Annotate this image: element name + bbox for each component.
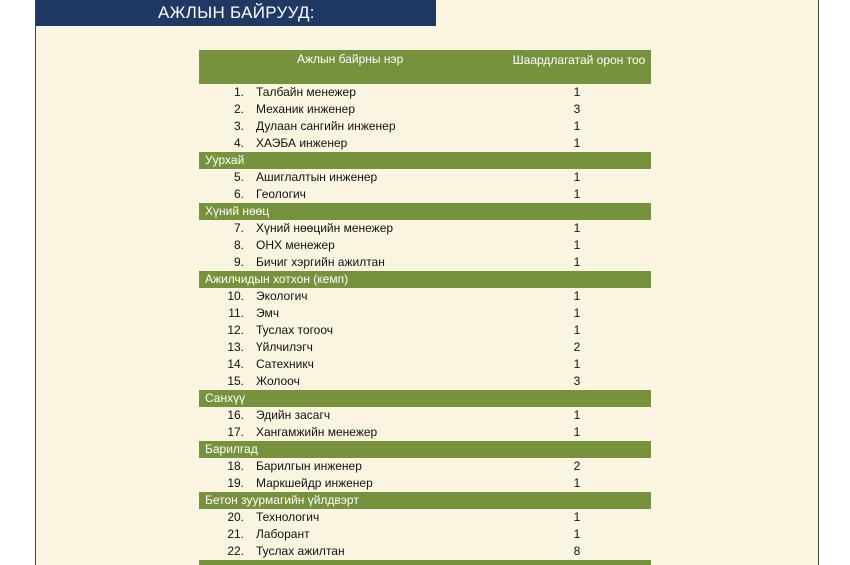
- row-number: 20.: [227, 510, 244, 524]
- required-count: 2: [573, 340, 581, 354]
- position-name: Хангамжийн менежер: [256, 425, 378, 439]
- section-header: Барилгад: [199, 441, 651, 458]
- required-count: 2: [573, 459, 581, 473]
- table-row: [199, 305, 651, 322]
- position-name: ХАЭБА инженер: [256, 136, 348, 150]
- table-row: [199, 407, 651, 424]
- required-count: 1: [573, 85, 581, 99]
- section-header: Санхүү: [199, 390, 651, 407]
- table-row: [199, 322, 651, 339]
- required-count: 1: [573, 527, 581, 541]
- position-name: Геологич: [256, 187, 306, 201]
- table-row: [199, 424, 651, 441]
- table-row: [199, 186, 651, 203]
- required-count: 1: [573, 170, 581, 184]
- position-name: Эдийн засагч: [256, 408, 331, 422]
- row-number: 18.: [227, 459, 244, 473]
- table-row: [199, 373, 651, 390]
- header-count: Шаардлагатай орон тоо: [512, 53, 646, 67]
- required-count: 1: [573, 408, 581, 422]
- position-name: Талбайн менежер: [256, 85, 356, 99]
- table-header: [199, 50, 651, 84]
- section-header: Бетон зуурмагийн үйлдвэрт: [199, 492, 651, 509]
- required-count: 1: [573, 255, 581, 269]
- position-name: Технологич: [256, 510, 320, 524]
- section-header: Уурхай: [199, 152, 651, 169]
- position-name: Ашиглалтын инженер: [256, 170, 378, 184]
- section-header: Хүний нөөц: [199, 203, 651, 220]
- required-count: 1: [573, 238, 581, 252]
- jobs-table: [199, 50, 651, 565]
- table-row: [199, 475, 651, 492]
- required-count: 1: [573, 425, 581, 439]
- required-count: 1: [573, 136, 581, 150]
- row-number: 21.: [227, 527, 244, 541]
- required-count: 8: [573, 544, 581, 558]
- row-number: 11.: [228, 306, 244, 320]
- position-name: Дулаан сангийн инженер: [256, 119, 396, 133]
- position-name: Туслах ажилтан: [256, 544, 345, 558]
- document-page: [35, 0, 819, 565]
- required-count: 1: [573, 187, 581, 201]
- table-row: [199, 118, 651, 135]
- row-number: 3.: [233, 119, 244, 133]
- required-count: 1: [573, 510, 581, 524]
- table-row: [199, 135, 651, 152]
- header-position: Ажлын байрны нэр: [297, 52, 404, 66]
- row-number: 10.: [227, 289, 244, 303]
- position-name: ОНХ менежер: [256, 238, 335, 252]
- table-row: [199, 356, 651, 373]
- table-row: [199, 339, 651, 356]
- title-banner: [36, 0, 436, 26]
- row-number: 15.: [227, 374, 244, 388]
- position-name: Үйлчилэгч: [256, 340, 313, 354]
- row-number: 6.: [233, 187, 244, 201]
- position-name: Маркшейдр инженер: [256, 476, 373, 490]
- table-row: [199, 543, 651, 560]
- position-name: Жолооч: [256, 374, 300, 388]
- row-number: 14.: [227, 357, 244, 371]
- row-number: 16.: [227, 408, 244, 422]
- row-number: 22.: [227, 544, 244, 558]
- position-name: Эмч: [256, 306, 279, 320]
- table-row: [199, 254, 651, 271]
- table-row: [199, 458, 651, 475]
- row-number: 17.: [227, 425, 244, 439]
- row-number: 13.: [227, 340, 244, 354]
- required-count: 1: [573, 357, 581, 371]
- position-name: Экологич: [256, 289, 308, 303]
- row-number: 9.: [233, 255, 244, 269]
- row-number: 19.: [227, 476, 244, 490]
- row-number: 4.: [233, 136, 244, 150]
- row-number: 1.: [233, 85, 244, 99]
- table-row: [199, 237, 651, 254]
- row-number: 7.: [233, 221, 244, 235]
- position-name: Туслах тогооч: [256, 323, 334, 337]
- required-count: 3: [573, 374, 581, 388]
- required-count: 1: [573, 119, 581, 133]
- position-name: Барилгын инженер: [256, 459, 362, 473]
- page-title: АЖЛЫН БАЙРУУД:: [158, 3, 315, 22]
- row-number: 5.: [233, 170, 244, 184]
- position-name: Хүний нөөцийн менежер: [256, 221, 394, 235]
- table-row: [199, 84, 651, 101]
- section-header: Ажилчидын хотхон (кемп): [199, 271, 651, 288]
- position-name: Бичиг хэргийн ажилтан: [256, 255, 385, 269]
- table-row: [199, 101, 651, 118]
- table-body: [199, 84, 651, 560]
- required-count: 1: [573, 221, 581, 235]
- required-count: 1: [573, 476, 581, 490]
- row-number: 12.: [227, 323, 244, 337]
- position-name: Сатехникч: [256, 357, 314, 371]
- table-row: [199, 526, 651, 543]
- next-section-bar: [199, 560, 651, 565]
- table-row: [199, 509, 651, 526]
- table-row: [199, 169, 651, 186]
- required-count: 1: [573, 306, 581, 320]
- position-name: Механик инженер: [256, 102, 355, 116]
- table-row: [199, 220, 651, 237]
- required-count: 3: [573, 102, 581, 116]
- required-count: 1: [573, 289, 581, 303]
- position-name: Лаборант: [256, 527, 310, 541]
- required-count: 1: [573, 323, 581, 337]
- row-number: 8.: [233, 238, 244, 252]
- row-number: 2.: [233, 102, 244, 116]
- table-row: [199, 288, 651, 305]
